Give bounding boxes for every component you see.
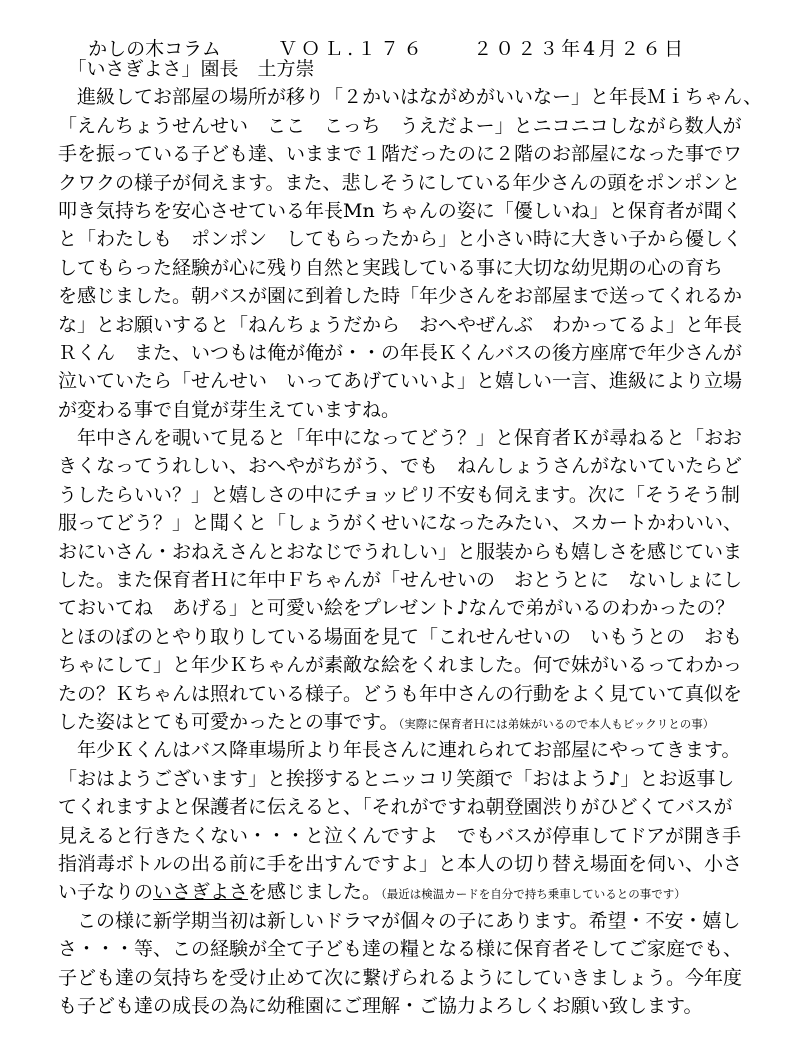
text-line: 泣いていたら「せんせい いってあげていいよ」と嬉しい一言、進級により立場 bbox=[58, 370, 743, 393]
publish-date: ２０２３年4月２６日 bbox=[473, 38, 687, 60]
text-line: 子ども達の気持ちを受け止めて次に繋げられるようにしていきましょう。今年度 bbox=[58, 966, 743, 989]
text-line: 「えんちょうせんせい ここ こっち うえだよー」とニコニコしながら数人が bbox=[58, 114, 742, 137]
text-line-with-note bbox=[58, 708, 748, 736]
text-line: クワクの様子が伺えます。また、悲しそうにしている年少さんの頭をポンポンと bbox=[58, 171, 741, 194]
text-span: した姿はとても可愛かったとの事です。 bbox=[58, 710, 399, 733]
text-span: を感じました。 bbox=[248, 881, 382, 904]
text-line: 叩き気持ちを安心させている年長Mn ちゃんの姿に「優しいね」と保育者が聞く bbox=[58, 199, 742, 222]
text-span: い子なりの bbox=[58, 881, 154, 904]
column-body bbox=[58, 55, 763, 1020]
column-header bbox=[76, 12, 686, 61]
text-line: を感じました。朝バスが園に到着した時「年少さんをお部屋まで送ってくれるか bbox=[58, 285, 743, 308]
text-line: 年中さんを覗いて見ると「年中になってどう？」と保育者Ｋが尋ねると「おお bbox=[58, 427, 743, 450]
text-line: ておいてね あげる」と可愛い絵をプレゼント♪なんで弟がいるのわかったの？ bbox=[58, 597, 735, 620]
text-line: 進級してお部屋の場所が移り「２かいはながめがいいなー」と年長Ｍｉちゃん、 bbox=[58, 86, 763, 109]
text-line: たの？Ｋちゃんは照れている様子。どうも年中さんの行動をよく見ていて真似を bbox=[58, 682, 743, 705]
text-line: さ・・・等、この経験が全て子ども達の糧となる様に保育者そしてご家庭でも、 bbox=[58, 938, 743, 961]
text-line: Ｒくん また、いつもは俺が俺が・・の年長Ｋくんバスの後方座席で年少さんが bbox=[58, 341, 743, 364]
text-line: 見えると行きたくない・・・と泣くんですよ でもバスが停車してドアが開き手 bbox=[58, 824, 742, 847]
text-line: うしたらいい？」と嬉しさの中にチョッピリ不安も伺えます。次に「そうそう制 bbox=[58, 483, 740, 506]
text-line: も子ども達の成長の為に幼稚園にご理解・ご協力よろしくお願い致します。 bbox=[58, 994, 703, 1017]
text-line: おにいさん・おねえさんとおなじでうれしい」と服装からも嬉しさを感じていま bbox=[58, 540, 743, 563]
underlined-keyword: いさぎよさ bbox=[153, 881, 249, 904]
text-line: な」とお願いすると「ねんちょうだから おへやぜんぶ わかってるよ」と年長 bbox=[58, 313, 743, 336]
author-line: 「いさぎよさ」園長 土方崇 bbox=[58, 58, 315, 80]
text-line: 手を振っている子ども達、いままで１階だったのに２階のお部屋になった事でワ bbox=[58, 143, 743, 166]
text-line: してもらった経験が心に残り自然と実践している事に大切な幼児期の心の育ち bbox=[58, 256, 724, 279]
side-note: （実際に保育者Ｈには弟妹がいるので本人もビックリとの事） bbox=[398, 716, 715, 731]
text-line: 「おはようございます」と挨拶するとニッコリ笑顔で「おはよう♪」とお返事し bbox=[58, 767, 735, 790]
text-line: と「わたしも ポンポン してもらったから」と小さい時に大きい子から優しく bbox=[58, 228, 743, 251]
text-line: とほのぼのとやり取りしている場面を見て「これせんせいの いもうとの おも bbox=[58, 625, 743, 648]
text-line: てくれますよと保護者に伝えると、「それがですね朝登園渋りがひどくてバスが bbox=[58, 796, 733, 819]
text-line: した。また保育者Ｈに年中Ｆちゃんが「せんせいの おとうとに ないしょにし bbox=[58, 569, 743, 592]
text-line: が変わる事で自覚が芽生えていますね。 bbox=[58, 398, 401, 421]
text-line: 年少Ｋくんはバス降車場所より年長さんに連れられてお部屋にやってきます。 bbox=[58, 739, 741, 762]
text-line: 指消毒ボトルの出る前に手を出すんですよ」と本人の切り替え場面を伺い、小さ bbox=[58, 852, 743, 875]
text-line: 服ってどう？」と聞くと「しょうがくせいになったみたい、スカートかわいい、 bbox=[58, 512, 743, 535]
volume-number: ＶＯＬ.１７６ bbox=[278, 38, 427, 60]
column-title: かしの木コラム bbox=[88, 38, 221, 60]
side-note: （最近は検温カードを自分で持ち乗車しているとの事です） bbox=[381, 887, 686, 902]
text-line: ちゃにして」と年少Ｋちゃんが素敵な絵をくれました。何で妹がいるってわかっ bbox=[58, 654, 743, 677]
text-line: この様に新学期当初は新しいドラマが個々の子にあります。希望・不安・嬉し bbox=[58, 909, 741, 932]
text-line-with-note bbox=[58, 878, 748, 906]
text-line: きくなってうれしい、おへやがちがう、でも ねんしょうさんがないていたらど bbox=[58, 455, 743, 478]
